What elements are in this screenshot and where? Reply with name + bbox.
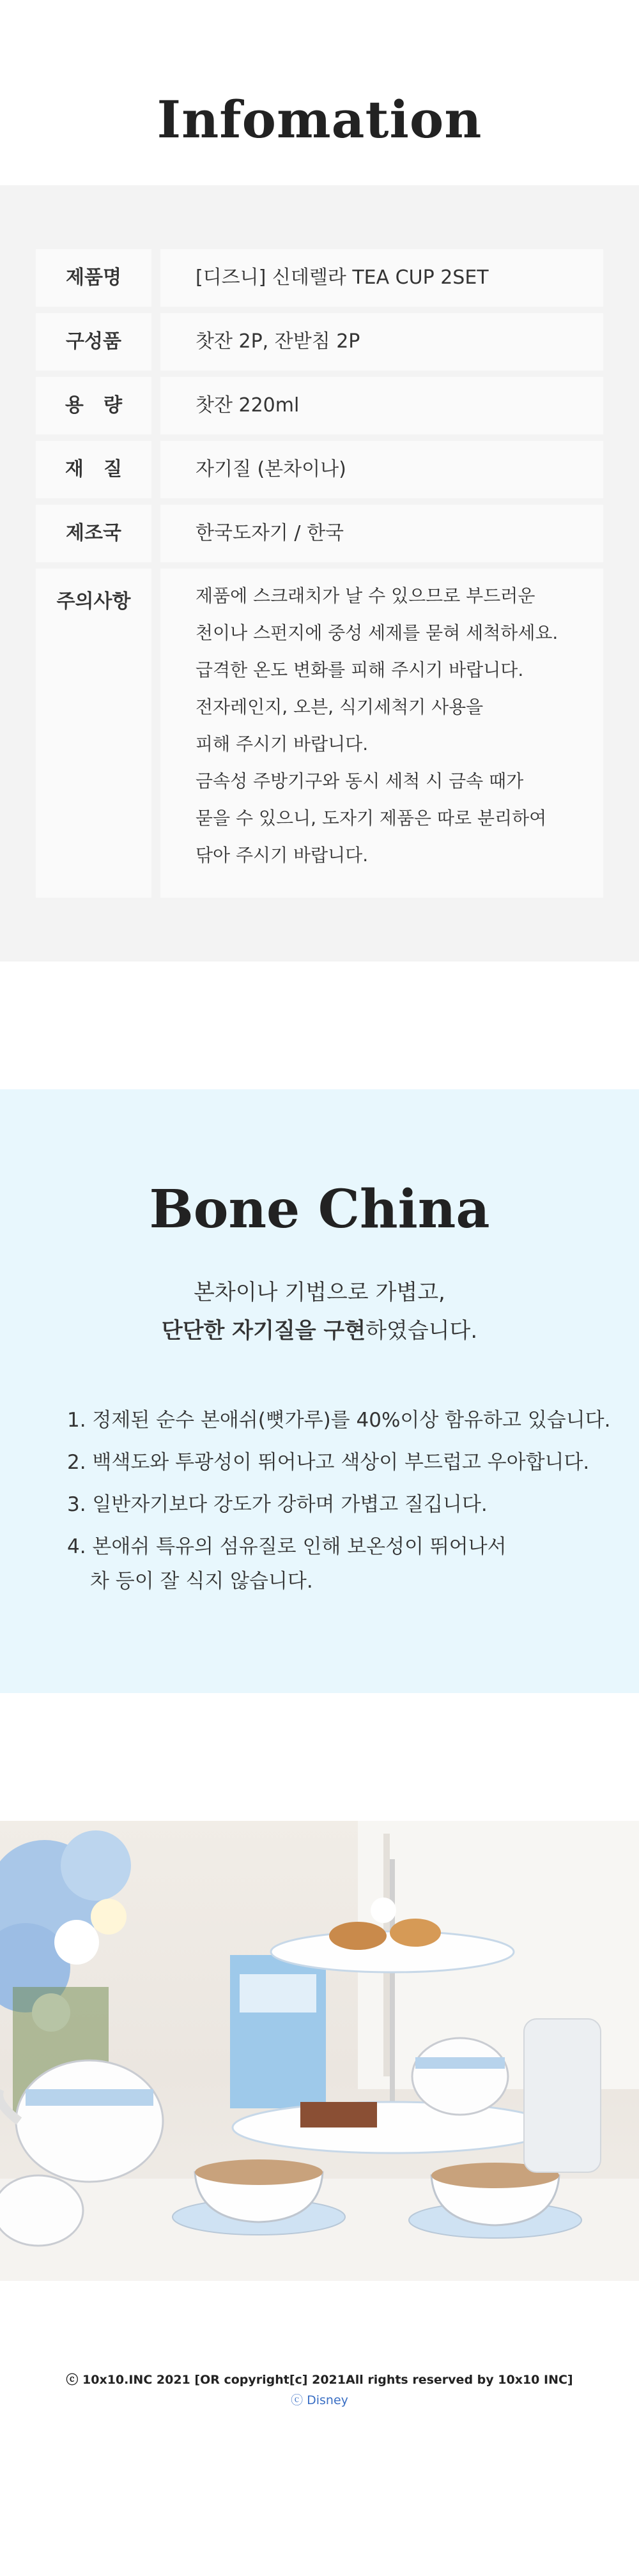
info-row-name bbox=[36, 249, 603, 307]
row-label: 재 질 bbox=[65, 458, 123, 480]
feature-item: 4. 본애쉬 특유의 섬유질로 인해 보온성이 뛰어나서 bbox=[67, 1535, 507, 1558]
bone-subtitle-rest: 하였습니다. bbox=[366, 1318, 478, 1344]
row-value: 한국도자기 / 한국 bbox=[196, 522, 344, 544]
caution-text bbox=[160, 569, 603, 874]
caution-line: 급격한 온도 변화를 피해 주시기 바랍니다. bbox=[196, 659, 524, 680]
tea-set-illustration bbox=[0, 1821, 639, 2281]
row-value: 찻잔 2P, 잔받침 2P bbox=[196, 330, 360, 353]
caution-line: 피해 주시기 바랍니다. bbox=[196, 733, 369, 755]
caution-line: 제품에 스크래치가 날 수 있으므로 부드러운 bbox=[196, 585, 535, 606]
disney-copyright: ⓒ Disney bbox=[291, 2393, 348, 2407]
spacer bbox=[0, 962, 639, 1089]
info-row-capacity bbox=[36, 377, 603, 434]
row-value: 자기질 (본차이나) bbox=[196, 458, 346, 480]
info-row-caution bbox=[36, 569, 603, 898]
bone-china-title: Bone China bbox=[149, 1179, 490, 1240]
info-title: Infomation bbox=[157, 89, 482, 150]
feature-item: 3. 일반자기보다 강도가 강하며 가볍고 질깁니다. bbox=[67, 1493, 488, 1516]
bone-subtitle-bold: 단단한 자기질을 구현 bbox=[161, 1318, 366, 1344]
product-photo bbox=[0, 1821, 639, 2281]
row-label: 제품명 bbox=[66, 266, 121, 289]
feature-item: 1. 정제된 순수 본애쉬(뼛가루)를 40%이상 함유하고 있습니다. bbox=[67, 1409, 611, 1432]
caution-line: 닦아 주시기 바랍니다. bbox=[196, 845, 369, 866]
row-label: 주의사항 bbox=[56, 590, 131, 613]
bone-china-section bbox=[0, 1089, 639, 1693]
bone-subtitle-line1: 본차이나 기법으로 가볍고, bbox=[194, 1280, 445, 1305]
info-row-components bbox=[36, 313, 603, 371]
caution-line: 묻을 수 있으니, 도자기 제품은 따로 분리하여 bbox=[196, 808, 547, 829]
feature-item: 2. 백색도와 투광성이 뛰어나고 색상이 부드럽고 우아합니다. bbox=[67, 1451, 590, 1474]
info-row-material bbox=[36, 441, 603, 498]
info-row-origin bbox=[36, 505, 603, 562]
spacer bbox=[0, 1693, 639, 1821]
caution-line: 전자레인지, 오븐, 식기세척기 사용을 bbox=[196, 696, 484, 717]
row-value: [디즈니] 신데렐라 TEA CUP 2SET bbox=[196, 266, 489, 289]
row-label: 용 량 bbox=[65, 394, 123, 417]
info-table bbox=[0, 185, 639, 962]
row-label: 구성품 bbox=[66, 330, 121, 353]
info-header bbox=[0, 0, 639, 185]
caution-line: 천이나 스펀지에 중성 세제를 묻혀 세척하세요. bbox=[196, 622, 558, 643]
row-label: 제조국 bbox=[66, 522, 121, 544]
row-value: 찻잔 220ml bbox=[196, 394, 300, 417]
feature-item: 차 등이 잘 식지 않습니다. bbox=[90, 1570, 313, 1593]
caution-line: 금속성 주방기구와 동시 세척 시 금속 때가 bbox=[196, 770, 524, 792]
footer bbox=[0, 2281, 639, 2576]
copyright-text: ⓒ 10x10.INC 2021 [OR copyright[c] 2021All rights reserved by 10x10 INC] bbox=[66, 2373, 573, 2387]
bone-feature-list bbox=[67, 1399, 629, 1602]
bone-subtitle-line2 bbox=[0, 1313, 639, 1344]
